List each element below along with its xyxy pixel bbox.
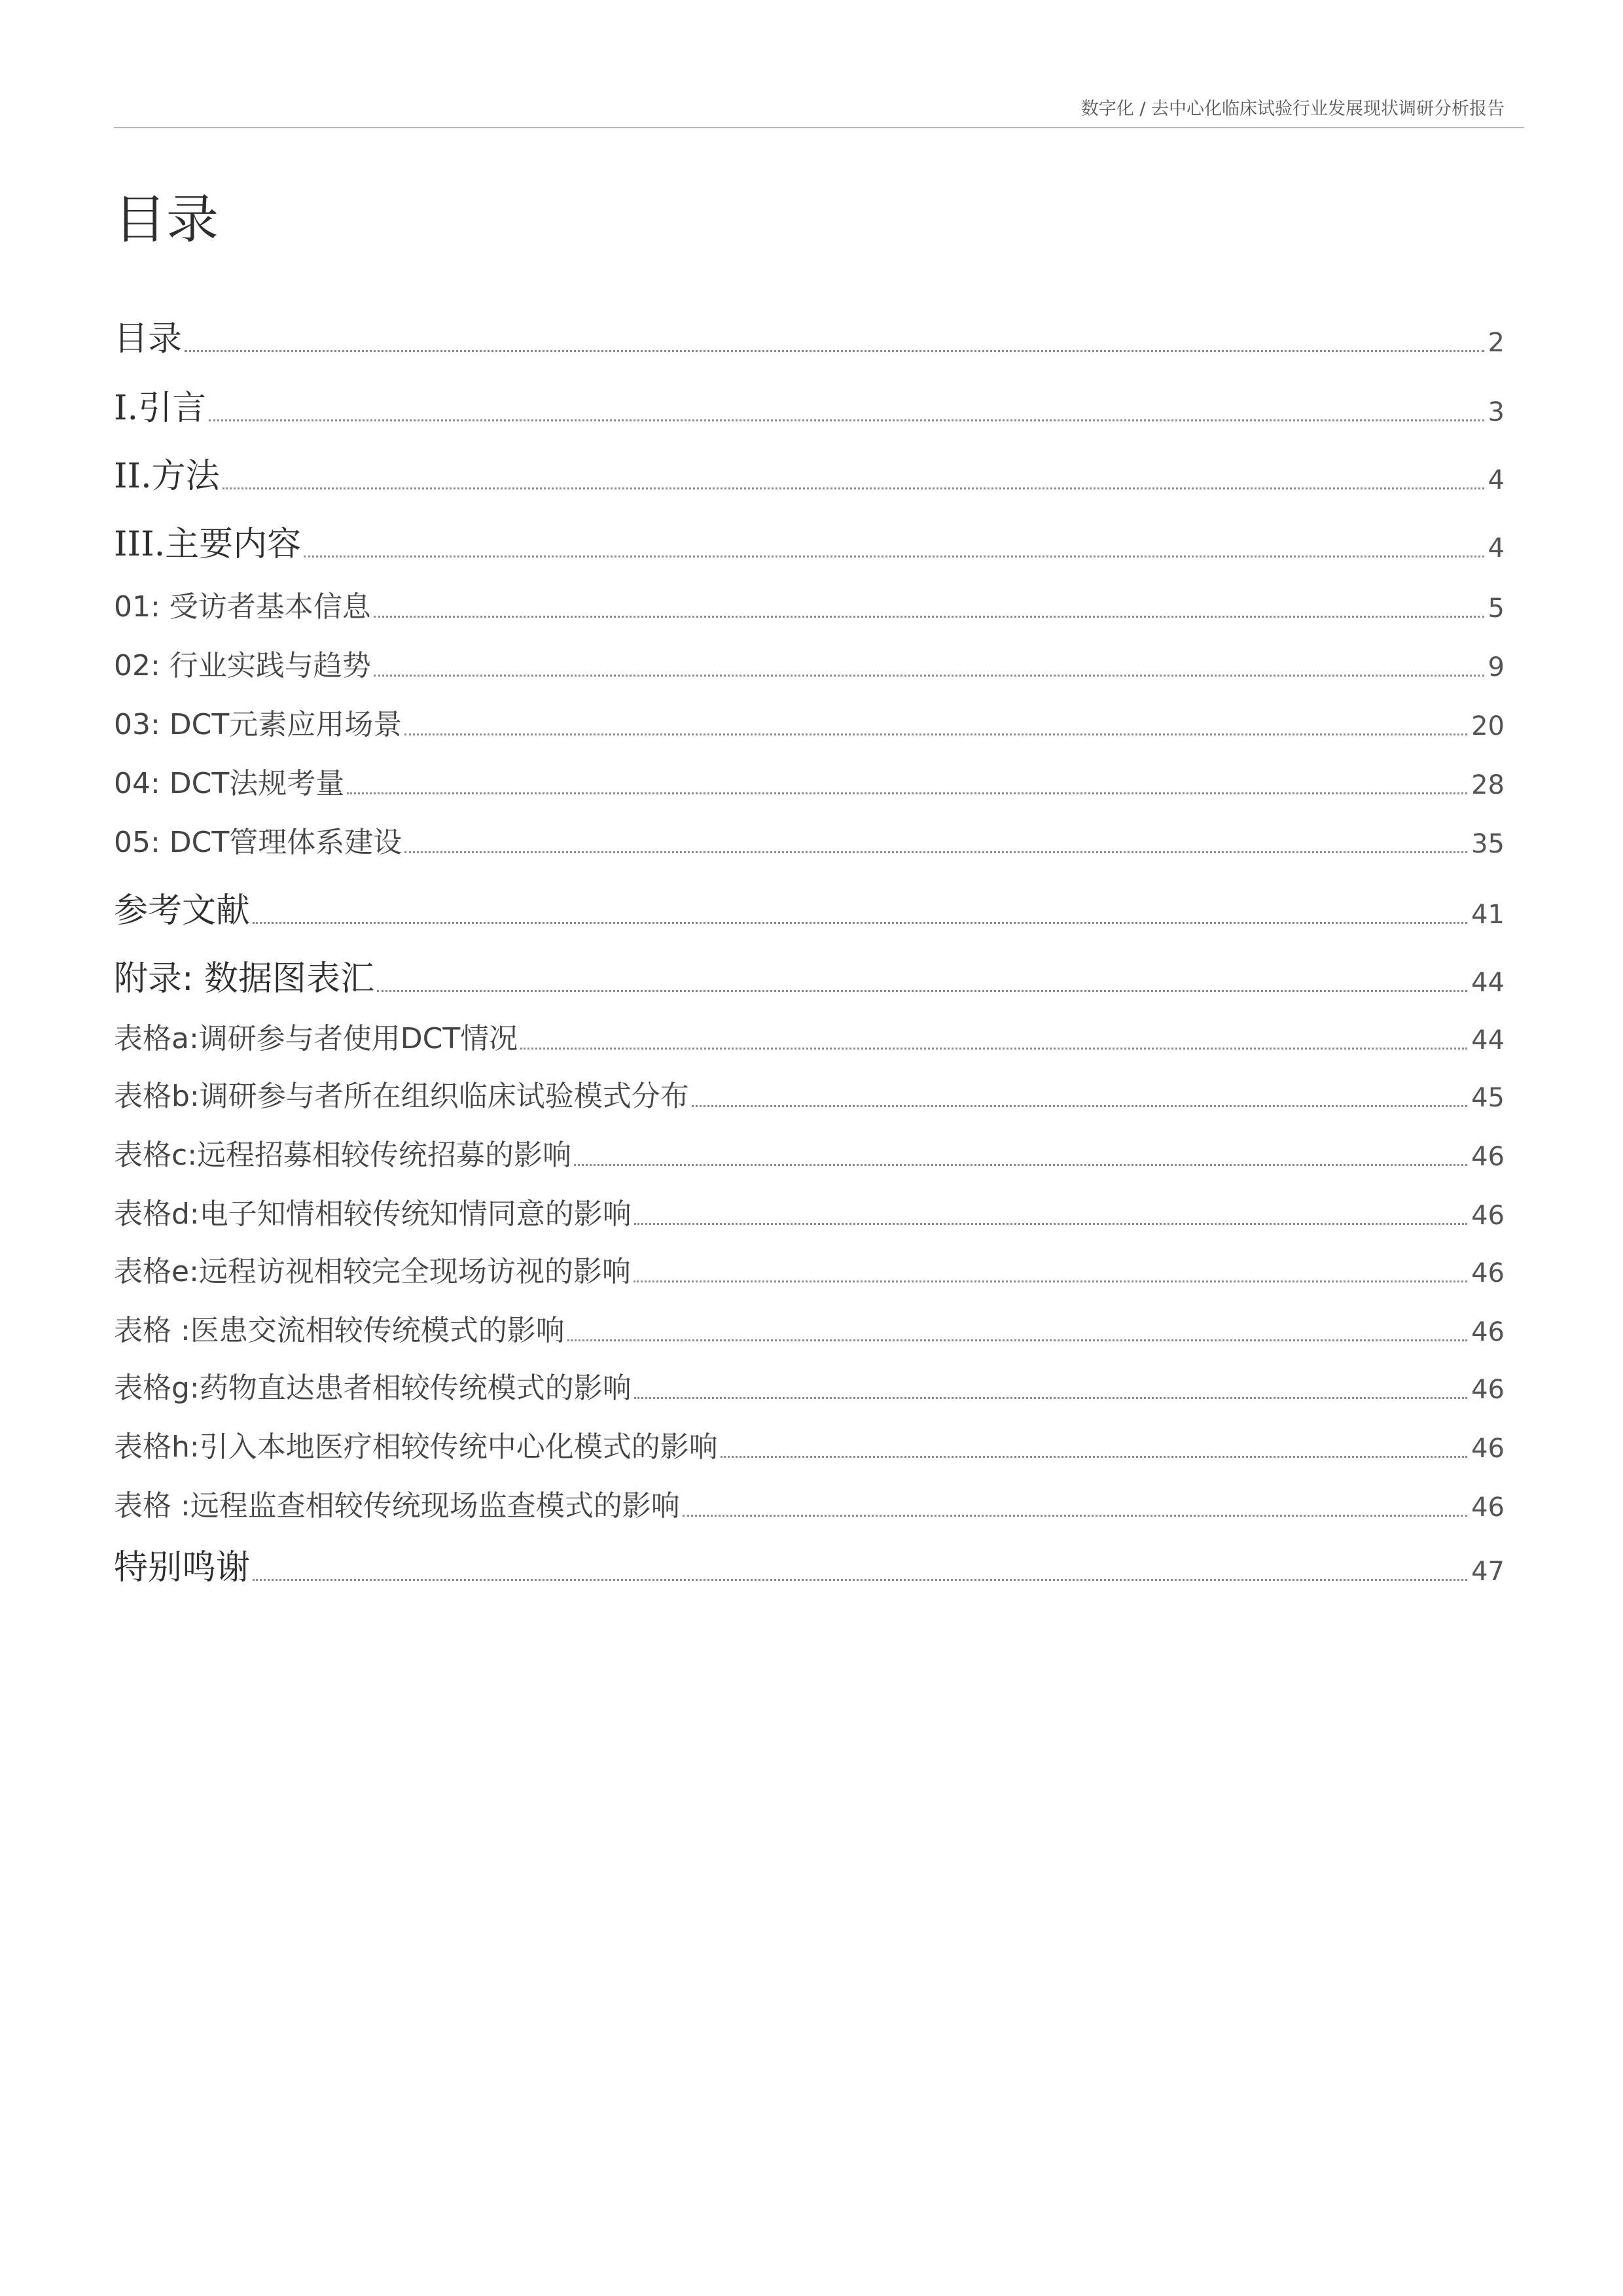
toc-entry-label: 表格 :医患交流相较传统模式的影响 — [114, 1314, 565, 1347]
toc-leader — [574, 1164, 1467, 1166]
toc-entry-label: 03: DCT元素应用场景 — [114, 708, 402, 741]
toc-entry-label: 表格a:调研参与者使用DCT情况 — [114, 1022, 518, 1055]
toc-entry-page: 46 — [1471, 1142, 1505, 1172]
page-title: 目录 — [114, 189, 219, 250]
toc-entry-table-f[interactable] — [114, 1316, 1505, 1345]
toc-entry-table-i[interactable] — [114, 1489, 1505, 1523]
toc-entry-page: 4 — [1488, 465, 1505, 495]
toc-entry-page: 3 — [1488, 397, 1505, 427]
toc-leader — [209, 419, 1484, 421]
toc-leader — [633, 1280, 1467, 1282]
toc-entry-label: 04: DCT法规考量 — [114, 767, 345, 800]
toc-entry-label: 表格c:远程招募相较传统招募的影响 — [114, 1139, 572, 1172]
toc-entry-contents[interactable] — [114, 319, 1505, 359]
toc-entry-table-c[interactable] — [114, 1141, 1505, 1170]
table-of-contents — [114, 0, 1505, 2296]
toc-entry-references[interactable] — [114, 891, 1505, 930]
toc-leader — [377, 990, 1467, 992]
toc-leader — [692, 1105, 1467, 1107]
toc-leader — [404, 851, 1467, 853]
toc-entry-label: 参考文献 — [114, 891, 251, 930]
toc-entry-page: 2 — [1488, 328, 1505, 358]
toc-entry-label: I.引言 — [114, 389, 207, 428]
toc-entry-label: 01: 受访者基本信息 — [114, 590, 371, 624]
toc-entry-section-03[interactable] — [114, 708, 1505, 741]
toc-entry-introduction[interactable] — [114, 389, 1505, 428]
toc-entry-label: 表格b:调研参与者所在组织临床试验模式分布 — [114, 1080, 689, 1113]
toc-entry-table-b[interactable] — [114, 1082, 1505, 1111]
toc-entry-main-content[interactable] — [114, 525, 1505, 564]
toc-leader — [721, 1456, 1467, 1458]
toc-entry-page: 46 — [1471, 1258, 1505, 1288]
toc-entry-label: III.主要内容 — [114, 525, 302, 564]
toc-leader — [404, 733, 1467, 735]
toc-entry-page: 9 — [1488, 652, 1505, 682]
toc-entry-label: 表格d:电子知情相较传统知情同意的影响 — [114, 1197, 632, 1231]
toc-leader — [304, 556, 1484, 557]
toc-entry-label: II.方法 — [114, 457, 220, 496]
toc-entry-table-e[interactable] — [114, 1255, 1505, 1288]
toc-leader — [374, 675, 1484, 677]
toc-entry-label: 表格e:远程访视相较完全现场访视的影响 — [114, 1255, 631, 1288]
toc-entry-section-04[interactable] — [114, 769, 1505, 798]
toc-entry-page: 44 — [1471, 968, 1505, 998]
toc-entry-label: 表格 :远程监查相较传统现场监查模式的影响 — [114, 1489, 680, 1523]
toc-entry-label: 目录 — [114, 319, 183, 359]
toc-entry-table-a[interactable] — [114, 1022, 1505, 1055]
toc-entry-page: 46 — [1471, 1201, 1505, 1231]
toc-entry-page: 5 — [1488, 593, 1505, 624]
running-header-title: 数字化 / 去中心化临床试验行业发展现状调研分析报告 — [1080, 99, 1505, 119]
toc-leader — [253, 922, 1467, 924]
toc-entry-page: 46 — [1471, 1317, 1505, 1347]
toc-entry-acknowledgements[interactable] — [114, 1548, 1505, 1587]
toc-entry-table-h[interactable] — [114, 1430, 1505, 1464]
toc-entry-page: 20 — [1471, 711, 1505, 741]
toc-entry-table-d[interactable] — [114, 1197, 1505, 1231]
toc-entry-label: 附录: 数据图表汇 — [114, 959, 375, 998]
toc-entry-page: 46 — [1471, 1375, 1505, 1405]
toc-entry-page: 41 — [1471, 900, 1505, 930]
toc-entry-page: 46 — [1471, 1492, 1505, 1523]
toc-entry-table-g[interactable] — [114, 1371, 1505, 1405]
toc-leader — [185, 350, 1484, 352]
toc-leader — [223, 487, 1484, 489]
toc-entry-label: 05: DCT管理体系建设 — [114, 826, 402, 859]
toc-entry-page: 47 — [1471, 1557, 1505, 1587]
toc-leader — [634, 1397, 1467, 1399]
toc-entry-label: 特别鸣谢 — [114, 1548, 251, 1587]
toc-leader — [253, 1579, 1467, 1581]
toc-leader — [374, 616, 1484, 618]
toc-leader — [567, 1339, 1467, 1341]
toc-leader — [683, 1515, 1467, 1517]
toc-entry-appendix[interactable] — [114, 959, 1505, 998]
toc-entry-section-02[interactable] — [114, 649, 1505, 682]
toc-leader — [520, 1048, 1467, 1050]
toc-entry-methods[interactable] — [114, 457, 1505, 496]
toc-entry-section-01[interactable] — [114, 590, 1505, 624]
toc-entry-page: 28 — [1471, 770, 1505, 800]
toc-entry-page: 35 — [1471, 829, 1505, 859]
toc-entry-label: 02: 行业实践与趋势 — [114, 649, 371, 682]
toc-leader — [347, 792, 1467, 794]
toc-entry-page: 4 — [1488, 533, 1505, 563]
toc-entry-label: 表格h:引入本地医疗相较传统中心化模式的影响 — [114, 1430, 718, 1464]
toc-leader — [634, 1223, 1467, 1225]
toc-entry-section-05[interactable] — [114, 828, 1505, 857]
toc-entry-page: 44 — [1471, 1025, 1505, 1055]
toc-entry-page: 45 — [1471, 1083, 1505, 1113]
toc-entry-page: 46 — [1471, 1434, 1505, 1464]
toc-entry-label: 表格g:药物直达患者相较传统模式的影响 — [114, 1371, 632, 1405]
